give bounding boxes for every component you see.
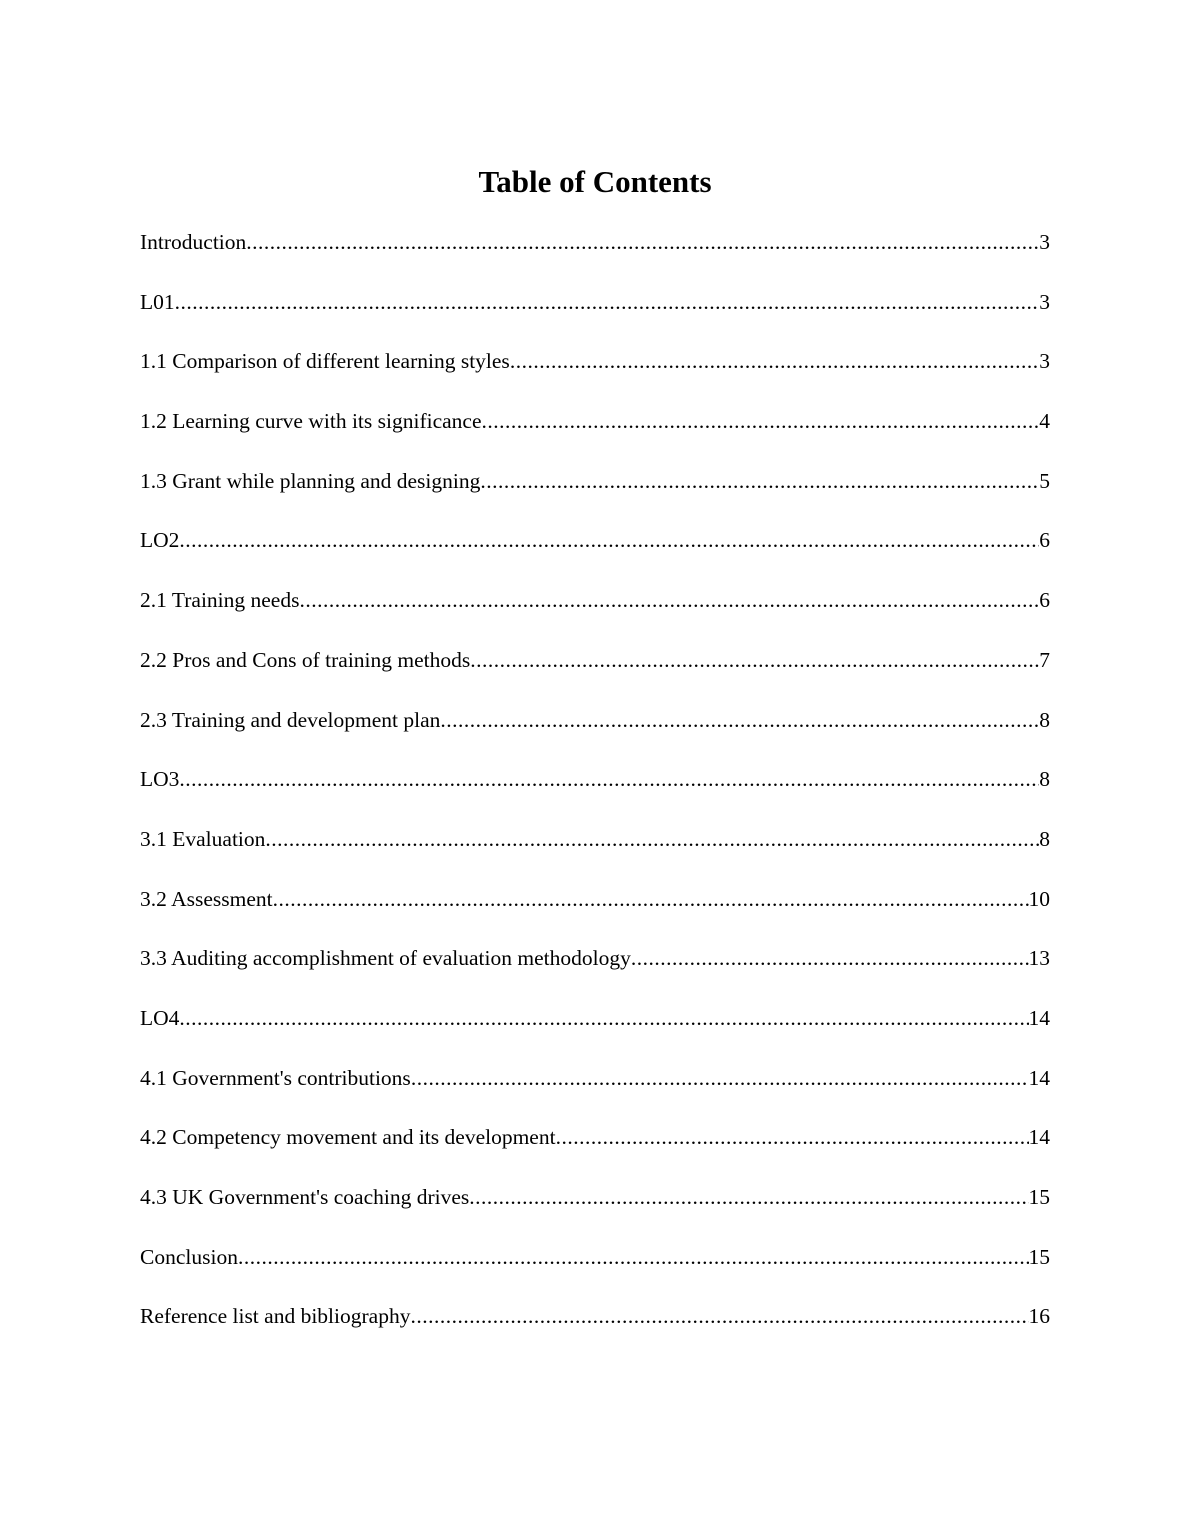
toc-entry-page-number: 7 [1039, 647, 1050, 672]
toc-entry-label: L01 [140, 289, 175, 314]
dot-leader [273, 884, 1029, 914]
dot-leader [510, 346, 1039, 376]
toc-entry-label: LO2 [140, 528, 180, 553]
dot-leader [469, 1182, 1028, 1212]
dot-leader [179, 1003, 1028, 1033]
toc-entry-1-2[interactable] [140, 406, 1050, 466]
dot-leader [238, 1242, 1029, 1272]
dot-leader [411, 1063, 1029, 1093]
toc-entry-label: 1.3 Grant while planning and designing [140, 468, 481, 493]
toc-entry-page-number: 14 [1028, 1005, 1050, 1030]
toc-entry-3-1[interactable] [140, 824, 1050, 884]
dot-leader [179, 764, 1039, 794]
toc-entry-page-number: 14 [1028, 1125, 1050, 1150]
toc-entry-page-number: 15 [1028, 1244, 1050, 1269]
dot-leader [440, 705, 1039, 735]
toc-entry-4-3[interactable] [140, 1182, 1050, 1242]
toc-entry-page-number: 8 [1039, 767, 1050, 792]
toc-entry-introduction[interactable] [140, 227, 1050, 287]
toc-entry-3-3[interactable] [140, 943, 1050, 1003]
toc-entry-lo2[interactable] [140, 525, 1050, 585]
toc-list [140, 227, 1050, 1361]
toc-entry-3-2[interactable] [140, 884, 1050, 944]
dot-leader [470, 645, 1039, 675]
toc-entry-label: Reference list and bibliography [140, 1304, 411, 1329]
toc-entry-label: LO4 [140, 1005, 180, 1030]
toc-entry-label: 4.3 UK Government's coaching drives [140, 1185, 470, 1209]
page-title: Table of Contents [478, 164, 712, 199]
toc-entry-page-number: 6 [1039, 588, 1050, 613]
toc-entry-conclusion[interactable] [140, 1242, 1050, 1302]
dot-leader [246, 227, 1039, 257]
dot-leader [631, 943, 1029, 973]
toc-entry-page-number: 5 [1039, 468, 1050, 493]
toc-entry-4-2[interactable] [140, 1122, 1050, 1182]
dot-leader [480, 466, 1039, 496]
toc-entry-page-number: 3 [1039, 349, 1050, 374]
toc-entry-label: 3.3 Auditing accomplishment of evaluation methodology [140, 946, 631, 971]
toc-entry-label: 3.2 Assessment [140, 886, 273, 911]
toc-entry-1-1[interactable] [140, 346, 1050, 406]
toc-entry-1-3[interactable] [140, 466, 1050, 526]
toc-entry-page-number: 13 [1028, 946, 1050, 971]
toc-entry-label: 3.1 Evaluation [140, 826, 266, 851]
toc-entry-2-3[interactable] [140, 705, 1050, 765]
toc-entry-4-1[interactable] [140, 1063, 1050, 1123]
toc-entry-lo4[interactable] [140, 1003, 1050, 1063]
toc-entry-page-number: 6 [1039, 528, 1050, 553]
toc-entry-page-number: 15 [1028, 1185, 1050, 1209]
toc-entry-lo3[interactable] [140, 764, 1050, 824]
toc-entry-page-number: 8 [1039, 826, 1050, 851]
toc-entry-page-number: 3 [1039, 230, 1050, 254]
toc-entry-label: 2.1 Training needs [140, 588, 300, 613]
toc-entry-lo1[interactable] [140, 287, 1050, 347]
toc-entry-2-1[interactable] [140, 585, 1050, 645]
toc-entry-label: Introduction [140, 230, 247, 254]
dot-leader [265, 824, 1039, 854]
toc-entry-label: 1.1 Comparison of different learning styles [140, 349, 510, 374]
toc-entry-label: LO3 [140, 767, 180, 792]
toc-entry-page-number: 4 [1039, 409, 1050, 434]
toc-entry-label: 2.2 Pros and Cons of training methods [140, 647, 471, 672]
toc-entry-label: Conclusion [140, 1244, 238, 1269]
toc-entry-page-number: 8 [1039, 707, 1050, 732]
dot-leader [556, 1122, 1029, 1152]
toc-entry-reference-list[interactable] [140, 1301, 1050, 1361]
dot-leader [410, 1301, 1028, 1331]
toc-entry-2-2[interactable] [140, 645, 1050, 705]
dot-leader [175, 287, 1040, 317]
toc-entry-label: 4.2 Competency movement and its development [140, 1125, 556, 1150]
dot-leader [482, 406, 1040, 436]
toc-entry-page-number: 3 [1039, 289, 1050, 314]
toc-entry-label: 1.2 Learning curve with its significance [140, 409, 482, 434]
toc-entry-page-number: 10 [1028, 886, 1050, 911]
toc-entry-page-number: 14 [1028, 1065, 1050, 1090]
toc-entry-label: 2.3 Training and development plan [140, 707, 441, 732]
toc-entry-page-number: 16 [1028, 1304, 1050, 1329]
dot-leader [179, 525, 1039, 555]
toc-entry-label: 4.1 Government's contributions [140, 1065, 411, 1090]
dot-leader [299, 585, 1039, 615]
